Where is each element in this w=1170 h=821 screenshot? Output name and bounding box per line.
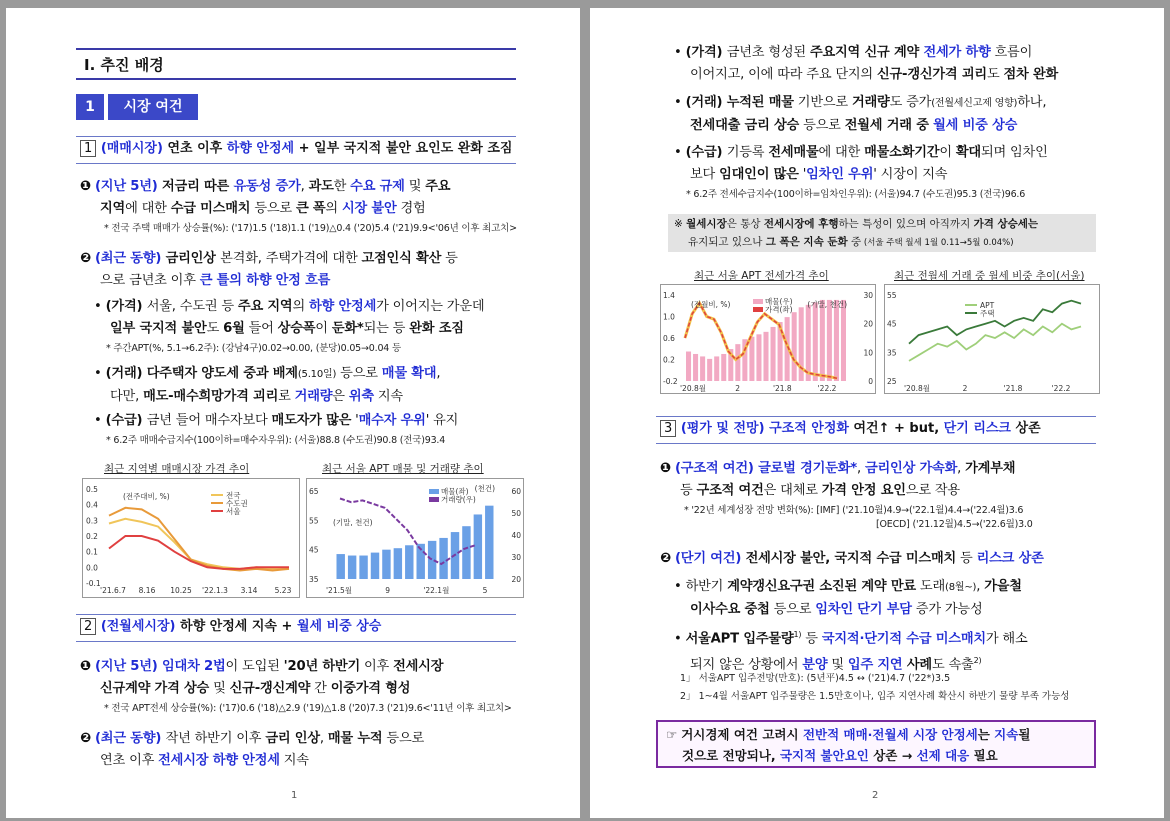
chart1-title: 최근 지역별 매매시장 가격 추이 [104, 463, 250, 475]
x-tick-label: 8.16 [138, 586, 156, 595]
x-tick-label: '21.8 [772, 384, 792, 393]
y-tick-label-left: 65 [309, 487, 319, 496]
bar-listing [820, 300, 825, 381]
y-tick-label: 0.2 [86, 532, 98, 541]
bullet-price: • (가격) 서울, 수도권 등 주요 지역의 하향 안정세가 이어지는 가운데 일부 국지적 불안도 6월 들어 상승폭이 둔화*되는 등 완화 조짐 * 주간APT(%, 5.1→6.2주): (강남4구)0.02→0.00, (분당)0.05→0.04 등 [94, 299, 485, 354]
note: * 전국 주택 매매가 상승률(%): ('17)1.5 ('18)1.1 ('19)△0.4 ('20)5.4 ('21)9.9<'06년 이후 최고치> [104, 223, 517, 234]
x-tick-label: '22.2 [1051, 384, 1071, 393]
chart-unit-right: (천건) [474, 484, 495, 493]
chart-unit-left: (전월비, %) [691, 300, 731, 309]
chart4-title: 최근 전월세 거래 중 월세 비중 추이(서울) [894, 270, 1085, 282]
section-1-header [76, 94, 198, 120]
chart-seoul-jeonse [660, 284, 876, 394]
y-tick-label-left: -0.2 [663, 377, 678, 386]
legend-label: 매물(우) [765, 297, 793, 306]
bullet-rent-supply: • (수급) 기등록 전세매물에 대한 매물소화기간이 확대되며 임차인 보다 임대인이 많은 '임차인 우위' 시장이 지속 * 6.2주 전세수급지수(100이하=임차인우위): (서울)94.7 (수도권)95.3 (전국)96.6 [674, 145, 1048, 200]
bar-listing [405, 545, 413, 579]
chart-seoul-listings [306, 478, 524, 598]
legend-label: APT [980, 301, 995, 310]
y-tick-label-left: 35 [309, 575, 319, 584]
y-tick-label-right: 30 [863, 291, 873, 300]
item-structural: ❶ (구조적 여건) 글로벌 경기둔화*, 금리인상 가속화, 가계부채 등 구조적 여건은 대체로 가격 안정 요인으로 작용 * '22년 세계성장 전망 변화(%): [IMF] ('21.10월)4.9→('22.1월)4.4→('22.4월)3.6 [OECD] ('21.12월)4.5→('22.6월)3.0 [660, 461, 1033, 530]
bullet-rent-price: • (가격) 금년초 형성된 주요지역 신규 계약 전세가 하향 흐름이 이어지고, 이에 따라 주요 단지의 신규-갱신가격 괴리도 점차 완화 [674, 45, 1059, 82]
section-number: 1 [76, 94, 104, 120]
y-tick-label: 0.1 [86, 547, 98, 557]
chart-1-svg [83, 479, 299, 597]
bar-listing [834, 300, 839, 381]
chart-unit-right: (기말, 천건) [807, 300, 847, 309]
subsection-3-header: 3 (평가 및 전망) 구조적 안정화 여건↑ + but, 단기 리스크 상존 [656, 416, 1096, 444]
x-tick-label: '20.8월 [679, 384, 707, 393]
bar-listing [439, 538, 447, 579]
bar-listing [771, 327, 776, 381]
bar-listing [474, 514, 482, 579]
chart-regional-price [82, 478, 300, 598]
item-past-5-years: ❶ (지난 5년) 저금리 따른 유동성 증가, 과도한 수요 규제 및 주요 지역에 대한 수급 미스매치 등으로 큰 폭의 시장 불안 경험 * 전국 주택 매매가 상승률(%): ('17)1.5 ('18)1.1 ('19)△0.4 ('20)5.4 ('21)9.9<'06년 이후 최고치> [80, 176, 520, 236]
bar-listing [700, 356, 705, 381]
chart-unit-left: (기말, 천건) [333, 518, 373, 527]
chapter-title: Ⅰ. 추진 배경 [76, 48, 516, 80]
series-line-전국 [109, 519, 289, 569]
x-tick-label: '20.8월 [903, 384, 931, 393]
chart-unit: (전주대비, %) [123, 492, 170, 501]
x-tick-label: 5 [482, 586, 488, 595]
y-tick-label-right: 40 [511, 531, 521, 540]
y-tick-label: 0.0 [86, 563, 98, 573]
y-tick-label-left: 55 [309, 516, 319, 526]
y-tick-label-right: 20 [863, 319, 873, 329]
bar-listing [735, 344, 740, 381]
legend-label: 주택 [980, 309, 995, 318]
bullet-contract-expiry: • 하반기 계약갱신요구권 소진된 계약 만료 도래(8월~), 가을철 이사수요 중첩 등으로 임차인 단기 부담 증가 가능성 [674, 579, 1022, 617]
legend-label: 서울 [226, 507, 241, 516]
section-label: 시장 여건 [108, 94, 198, 120]
bar-listing [462, 526, 470, 579]
bar-listing [714, 356, 719, 381]
y-tick-label: 45 [887, 319, 897, 329]
rent-note-box: ※ 월세시장은 통상 전세시장에 후행하는 특성이 있으며 아직까지 가격 상승세는 유지되고 있으나 그 폭은 지속 둔화 중 (서울 주택 월세 1월 0.11→5월 0.04%) [668, 214, 1096, 252]
x-tick-label: '21.6.7 [100, 586, 126, 595]
subsection-2-header: 2 (전월세시장) 하향 안정세 지속 + 월세 비중 상승 [76, 614, 516, 642]
chart-3-svg [661, 285, 875, 393]
x-tick-label: '22.1월 [423, 586, 450, 595]
legend-label: 전국 [226, 491, 241, 500]
item-rent-past: ❶ (지난 5년) 임대차 2법이 도입된 '20년 하반기 이후 전세시장 신규계약 가격 상승 및 신규-갱신계약 간 이중가격 형성 * 전국 APT전세 상승률(%): ('17)0.6 ('18)△2.9 ('19)△1.8 ('20)7.3 ('21)9.6<'11년 이후 최고치> [80, 659, 512, 714]
y-tick-label-left: 0.2 [663, 355, 675, 365]
y-tick-label-right: 0 [868, 377, 873, 386]
bar-listing [686, 352, 691, 381]
chart-monthly-rent-share [884, 284, 1100, 394]
x-tick-label: '21.8 [1003, 384, 1023, 393]
y-tick-label: 0.3 [86, 516, 98, 526]
series-line-서울 [109, 536, 289, 569]
legend-label: 거래량(우) [441, 495, 476, 504]
series-line-APT [909, 324, 1081, 361]
item-recent-trend: ❷ (최근 동향) 금리인상 본격화, 주택가격에 대한 고점인식 확산 등 으로 금년초 이후 큰 틀의 하향 안정 흐름 [80, 251, 458, 288]
y-tick-label: 25 [887, 377, 897, 386]
bar-listing [792, 312, 797, 381]
page-number: 2 [872, 790, 879, 801]
x-tick-label: 3.14 [240, 586, 258, 595]
x-tick-label: 2 [962, 384, 968, 393]
bar-listing [841, 300, 846, 381]
y-tick-label-right: 60 [511, 487, 521, 496]
x-tick-label: 5.23 [274, 586, 292, 595]
y-tick-label-left: 45 [309, 545, 319, 555]
y-tick-label-left: 1.4 [663, 291, 675, 300]
bar-listing [394, 548, 402, 579]
bar-listing [813, 302, 818, 381]
page-1 [6, 8, 580, 818]
bullet-rent-transaction: • (거래) 누적된 매물 기반으로 거래량도 증가(전월세신고제 영향)하나, 전세대출 금리 상승 등으로 전월세 거래 중 월세 비중 상승 [674, 95, 1047, 133]
y-tick-label-right: 20 [511, 575, 521, 584]
legend-swatch [429, 489, 439, 494]
legend-swatch [753, 299, 763, 304]
x-tick-label: 2 [735, 384, 741, 393]
bar-listing [382, 550, 390, 579]
x-tick-label: 10.25 [170, 586, 192, 595]
bar-listing [693, 354, 698, 381]
bullet-transaction: • (거래) 다주택자 양도세 중과 배제(5.10일) 등으로 매물 확대, 다만, 매도-매수희망가격 괴리로 거래량은 위축 지속 [94, 366, 441, 404]
x-tick-label: '22.2 [817, 384, 837, 393]
x-tick-label: '21.5월 [325, 586, 353, 595]
y-tick-label: 55 [887, 291, 897, 300]
bar-listing [721, 354, 726, 381]
bullet-supply-volume: • 서울APT 입주물량$^{1)}$ 등 국지적·단기적 수급 미스매치가 해소 되지 않은 상황에서 분양 및 입주 지연 사례도 속출$^{2)}$ [674, 630, 1028, 673]
bar-listing [827, 300, 832, 381]
y-tick-label-left: 0.6 [663, 334, 675, 343]
subsection-1-header: 1 (매매시장) 연초 이후 하향 안정세 + 일부 국지적 불안 요인도 완화 조짐 [76, 136, 516, 164]
bar-listing [806, 305, 811, 381]
y-tick-label: -0.1 [86, 579, 101, 588]
y-tick-label: 0.4 [86, 500, 98, 510]
legend-label: 수도권 [226, 499, 248, 508]
legend-swatch [429, 497, 439, 502]
bar-listing [756, 334, 761, 381]
bar-listing [707, 359, 712, 381]
footnote-2: 2」 1~4월 서울APT 입주물량은 1.5만호이나, 입주 지연사례 확산시 하반기 물량 부족 가능성 [680, 691, 1070, 702]
x-tick-label: '22.1.3 [202, 586, 228, 595]
bar-listing [359, 556, 367, 579]
y-tick-label-left: 1.0 [663, 312, 675, 322]
bullet-supply: • (수급) 금년 들어 매수자보다 매도자가 많은 '매수자 우위' 유지 * 6.2주 매매수급지수(100이하=매수자우위): (서울)88.8 (수도권)90.8 (전국)93.4 [94, 413, 459, 446]
page-2 [590, 8, 1164, 818]
chart3-title: 최근 서울 APT 전세가격 추이 [694, 270, 829, 282]
bar-listing [763, 332, 768, 381]
legend-label: 가격(좌) [765, 305, 793, 314]
bar-listing [337, 554, 345, 579]
bar-listing [749, 337, 754, 381]
conclusion-box: ☞ 거시경제 여건 고려시 전반적 매매·전월세 시장 안정세는 지속될 것으로 전망되나, 국지적 불안요인 상존 → 선제 대응 필요 [656, 720, 1096, 768]
y-tick-label: 35 [887, 348, 897, 358]
footnote-1: 1」 서울APT 입주전망(만호): (5년平)4.5 ↔ ('21)4.7 ('22*)3.5 [680, 673, 951, 684]
item-short-term: ❷ (단기 여건) 전세시장 불안, 국지적 수급 미스매치 등 리스크 상존 [660, 551, 1044, 566]
x-tick-label: 9 [385, 586, 391, 595]
y-tick-label: 0.5 [86, 485, 98, 494]
chart-2-svg [307, 479, 523, 597]
bar-listing [348, 556, 356, 579]
y-tick-label-right: 30 [511, 553, 521, 562]
chart2-title: 최근 서울 APT 매물 및 거래량 추이 [322, 463, 484, 475]
bar-listing [485, 506, 493, 579]
chart-4-svg [885, 285, 1099, 393]
item-rent-recent: ❷ (최근 동향) 작년 하반기 이후 금리 인상, 매물 누적 등으로 연초 이후 전세시장 하향 안정세 지속 [80, 731, 425, 768]
legend-swatch [753, 307, 763, 312]
pointing-hand-icon: ☞ [666, 727, 678, 742]
y-tick-label-right: 50 [511, 509, 521, 518]
bar-listing [371, 553, 379, 579]
page-number: 1 [291, 790, 298, 801]
legend-label: 매물(좌) [441, 487, 469, 496]
y-tick-label-right: 10 [863, 348, 873, 358]
